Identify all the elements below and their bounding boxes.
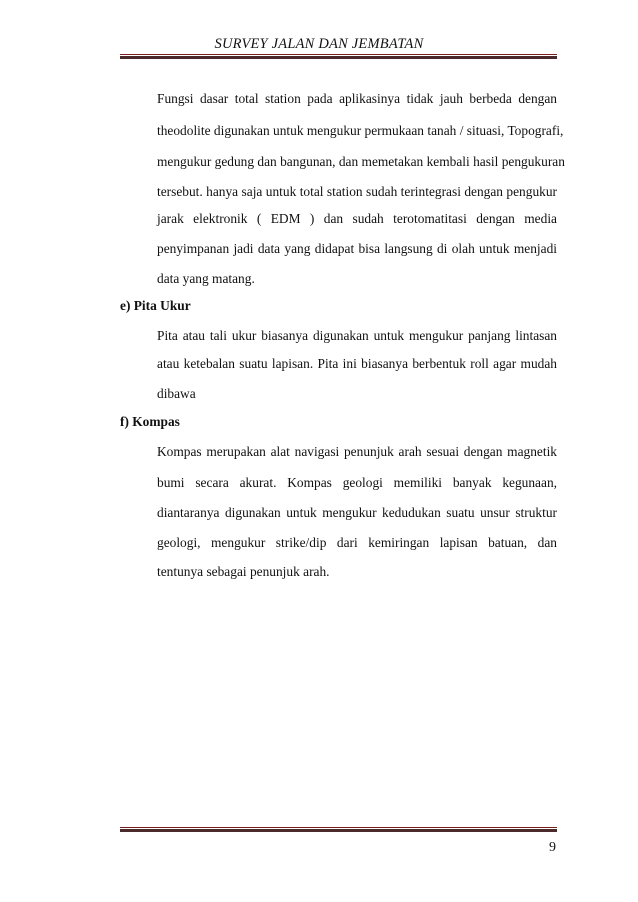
footer-rule (120, 827, 557, 832)
paragraph-line: dibawa (157, 386, 196, 401)
section-heading-pita-ukur: e) Pita Ukur (120, 298, 191, 313)
paragraph-line: theodolite digunakan untuk mengukur permukaan tanah / situasi, Topografi, (157, 123, 564, 138)
paragraph-line: penyimpanan jadi data yang didapat bisa langsung di olah untuk menjadi (157, 241, 557, 256)
paragraph-line: atau ketebalan suatu lapisan. Pita ini biasanya berbentuk roll agar mudah (157, 356, 557, 371)
paragraph-line: bumi secara akurat. Kompas geologi memiliki banyak kegunaan, (157, 475, 557, 490)
section-heading-kompas: f) Kompas (120, 414, 180, 429)
page-header-title: SURVEY JALAN DAN JEMBATAN (214, 36, 424, 52)
paragraph-line: Pita atau tali ukur biasanya digunakan untuk mengukur panjang lintasan (157, 328, 557, 343)
paragraph-line: Fungsi dasar total station pada aplikasinya tidak jauh berbeda dengan (157, 91, 557, 106)
page-number: 9 (549, 840, 556, 855)
paragraph-line: diantaranya digunakan untuk mengukur kedudukan suatu unsur struktur (157, 505, 557, 520)
paragraph-line: geologi, mengukur strike/dip dari kemiringan lapisan batuan, dan (157, 535, 557, 550)
paragraph-line: Kompas merupakan alat navigasi penunjuk arah sesuai dengan magnetik (157, 444, 557, 459)
paragraph-line: mengukur gedung dan bangunan, dan memetakan kembali hasil pengukuran (157, 154, 565, 169)
paragraph-line: tentunya sebagai penunjuk arah. (157, 564, 330, 579)
paragraph-line: data yang matang. (157, 271, 255, 286)
paragraph-line: tersebut. hanya saja untuk total station sudah terintegrasi dengan pengukur (157, 184, 557, 199)
paragraph-line: jarak elektronik ( EDM ) dan sudah terotomatitasi dengan media (157, 211, 557, 226)
header-rule (120, 54, 557, 59)
